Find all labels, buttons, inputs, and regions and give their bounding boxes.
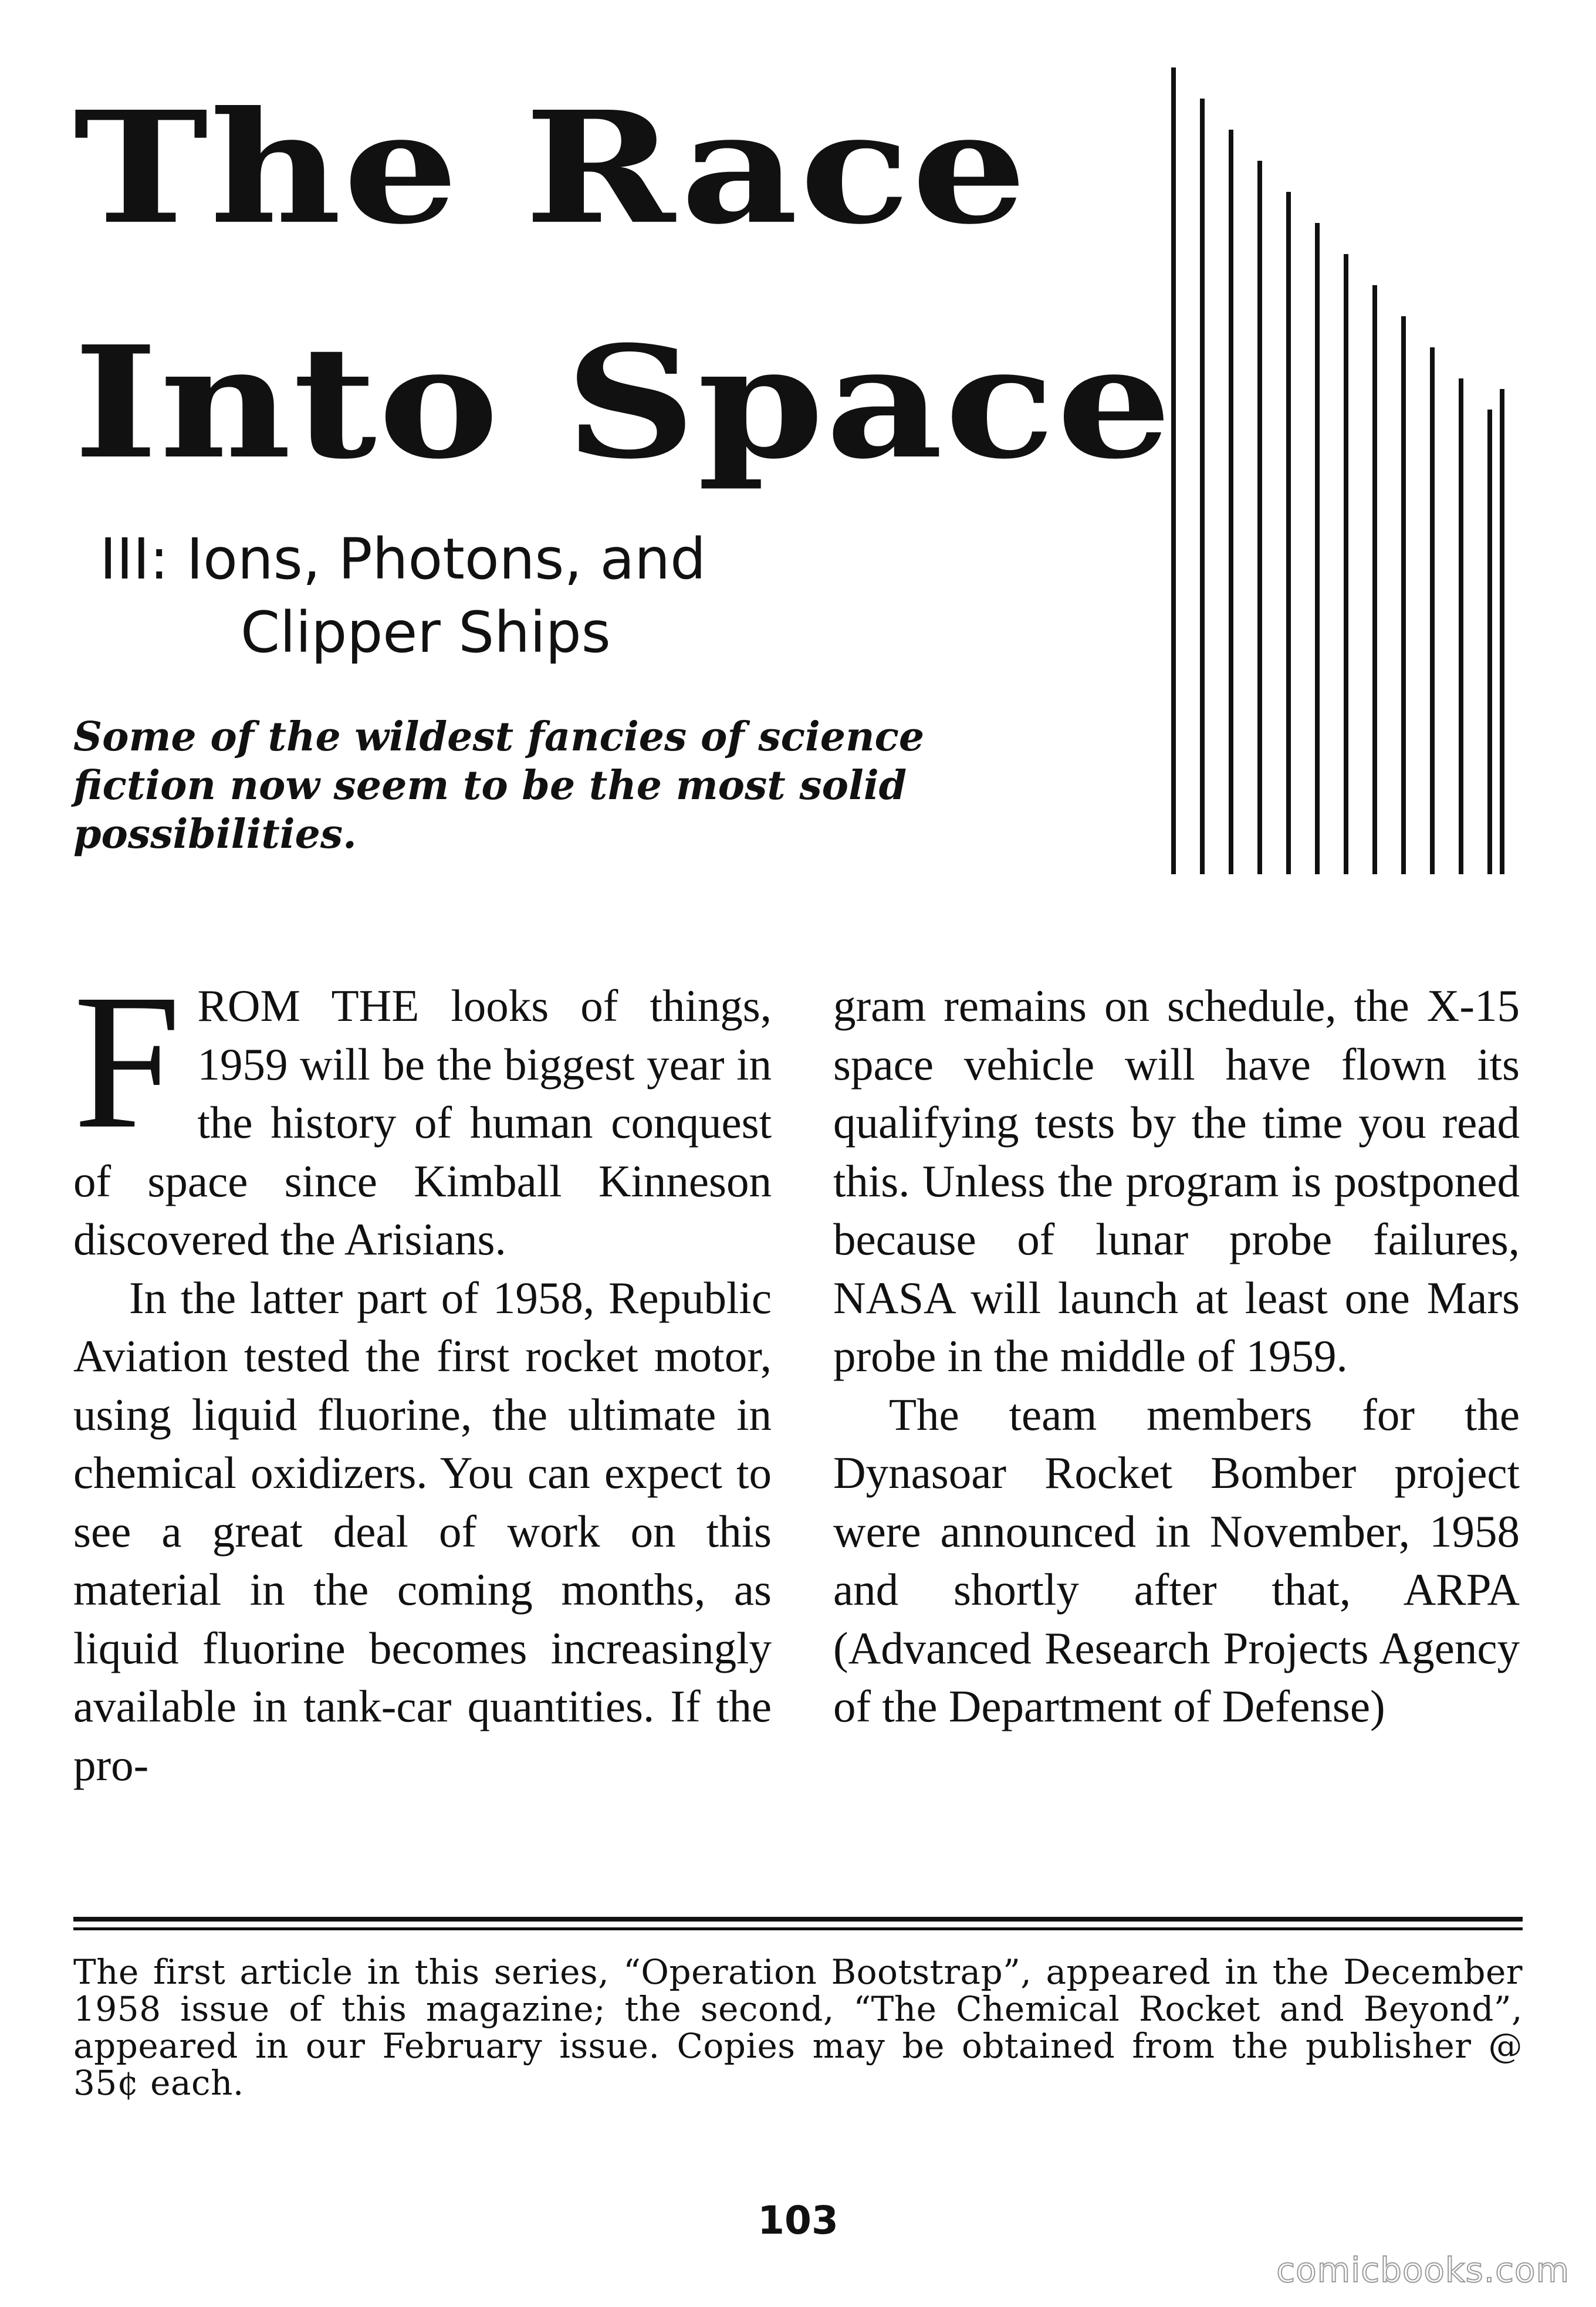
- footnote-text: The first article in this series, “Operation Bootstrap”, appeared in the December 1958 issue of this magazine; the second, “The Chemical Rocket and Beyond”, appeared in our February issue. Copies may be obtained from the publisher @ 35¢ each.: [73, 1952, 1523, 2103]
- article-column-right: [833, 977, 1520, 1736]
- article-subtitle-line-2: Clipper Ships: [241, 600, 611, 665]
- article-column-left: [73, 955, 772, 1794]
- article-blurb: Some of the wildest fancies of science fiction now seem to be the most solid possibilities.: [73, 713, 925, 858]
- article-title-line-1: The Race: [73, 77, 1029, 258]
- article-paragraph: The team members for the Dynasoar Rocket Bomber project were announced in November, 1958 and shortly after that, ARPA (Advanced Research Projects Agency of the Department of Defense): [833, 1389, 1520, 1731]
- decorative-vertical-bars: [0, 0, 1596, 892]
- paragraph-text: ROM THE looks of things, 1959 will be the biggest year in the history of human conquest of space since Kimball Kinneson discovered the Arisians.: [73, 980, 772, 1264]
- footnote-rule-thick: [73, 1917, 1523, 1922]
- article-title-line-2: Into Space: [73, 312, 1174, 493]
- article-paragraph: [73, 955, 772, 1269]
- article-paragraph: In the latter part of 1958, Republic Aviation tested the first rocket motor, using liquid fluorine, the ultimate in chemical oxidizers. You can expect to see a great deal of work on this material in the coming months, as liquid fluorine becomes increasingly available in tank-car quantities. If the pro-: [73, 1272, 772, 1790]
- page-number: 103: [758, 2198, 838, 2243]
- footnote-rule-thin: [73, 1927, 1523, 1930]
- drop-cap: F: [73, 955, 181, 1169]
- watermark-text: comicbooks.com: [1276, 2250, 1570, 2290]
- article-subtitle-line-1: III: Ions, Photons, and: [100, 526, 706, 592]
- article-paragraph: gram remains on schedule, the X-15 space vehicle will have flown its qualifying tests by the time you read this. Unless the program is postponed because of lunar probe failures, NASA will launch at least one Mars probe in the middle of 1959.: [833, 980, 1520, 1381]
